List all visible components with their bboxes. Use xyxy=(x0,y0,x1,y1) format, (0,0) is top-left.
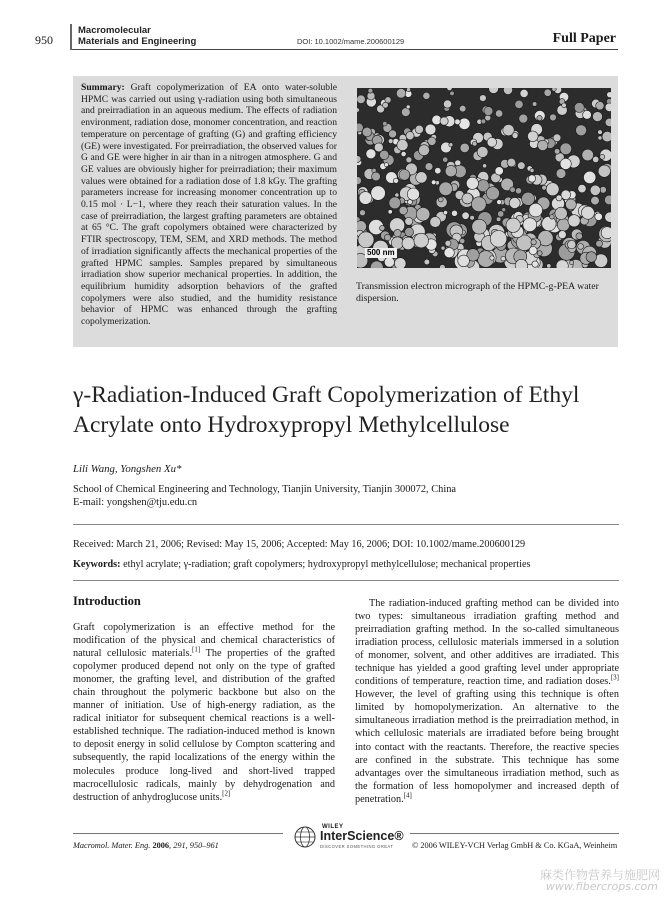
micrograph-particle xyxy=(406,157,412,163)
micrograph-particle xyxy=(472,219,487,234)
micrograph-particles xyxy=(357,88,611,268)
micrograph-particle xyxy=(562,103,567,108)
micrograph-particle xyxy=(556,195,562,201)
logo-wiley-text: WILEY xyxy=(322,824,344,830)
micrograph-particle xyxy=(425,163,433,171)
micrograph-particle xyxy=(501,256,506,261)
micrograph-particle xyxy=(480,95,487,102)
micrograph-particle xyxy=(458,255,470,267)
micrograph-particle xyxy=(393,178,398,183)
micrograph-particle xyxy=(556,169,566,179)
watermark-url: www.fibercrops.com xyxy=(545,880,658,893)
micrograph-particle xyxy=(460,238,465,243)
micrograph-particle xyxy=(472,141,477,146)
micrograph-particle xyxy=(528,175,535,182)
micrograph-particle xyxy=(449,143,453,147)
citation-ref-3: [3] xyxy=(610,673,619,682)
micrograph-particle xyxy=(389,197,401,209)
micrograph-particle xyxy=(486,187,499,200)
micrograph-particle xyxy=(595,213,603,221)
micrograph-particle xyxy=(553,134,561,142)
micrograph-particle xyxy=(438,197,443,202)
micrograph-particle xyxy=(383,121,388,126)
divider-top xyxy=(73,524,619,525)
logo-name-text: InterScience® xyxy=(320,829,404,843)
micrograph-particle xyxy=(481,119,486,124)
micrograph-particle xyxy=(532,261,538,267)
summary-text xyxy=(81,82,337,328)
micrograph-particle xyxy=(568,215,580,227)
micrograph-particle xyxy=(440,264,446,268)
article-title: γ-Radiation-Induced Graft Copolymerization of Ethyl Acrylate onto Hydroxypropyl Methylcellulose xyxy=(73,382,580,438)
micrograph-particle xyxy=(357,95,365,104)
micrograph-particle xyxy=(507,158,516,167)
micrograph-particle xyxy=(416,172,427,183)
micrograph-particle xyxy=(600,154,605,159)
micrograph-particle xyxy=(439,182,453,196)
footer-copyright: © 2006 WILEY-VCH Verlag GmbH & Co. KGaA, Weinheim xyxy=(412,841,618,850)
micrograph-particle xyxy=(445,165,456,176)
micrograph-particle xyxy=(388,139,393,144)
received-dates: Received: March 21, 2006; Revised: May 15, 2006; Accepted: May 16, 2006; DOI: 10.1002/mame.200600129 xyxy=(73,539,526,550)
citation-journal: Macromol. Mater. Eng. xyxy=(73,841,153,850)
globe-icon xyxy=(294,826,316,848)
micrograph-particle xyxy=(605,212,611,222)
micrograph-particle xyxy=(546,183,559,196)
micrograph-particle xyxy=(443,157,448,162)
micrograph-particle xyxy=(576,233,583,240)
micrograph-particle xyxy=(407,188,419,200)
micrograph-particle xyxy=(384,257,394,267)
micrograph-particle xyxy=(389,130,397,138)
micrograph-particle xyxy=(593,156,599,162)
interscience-logo xyxy=(292,824,404,852)
micrograph-particle xyxy=(455,119,461,125)
micrograph-particle xyxy=(471,197,486,212)
author-affiliation xyxy=(73,484,593,509)
micrograph-particle xyxy=(552,88,556,91)
micrograph-particle xyxy=(555,207,567,219)
micrograph-particle xyxy=(503,88,512,95)
micrograph-particle xyxy=(368,88,373,93)
micrograph-particle xyxy=(542,185,547,190)
micrograph-particle xyxy=(444,248,454,258)
micrograph-particle xyxy=(428,137,436,145)
citation-ref-4: [4] xyxy=(403,791,412,800)
micrograph-particle xyxy=(520,89,528,97)
micrograph-particle xyxy=(383,102,389,108)
micrograph-particle xyxy=(515,188,521,194)
micrograph-particle xyxy=(598,130,603,135)
micrograph-particle xyxy=(451,210,457,216)
micrograph-particle xyxy=(537,115,542,120)
micrograph-particle xyxy=(598,136,602,140)
divider-bottom xyxy=(73,580,619,581)
micrograph-particle xyxy=(495,167,503,175)
micrograph-particle xyxy=(605,103,611,112)
micrograph-particle xyxy=(598,165,610,177)
micrograph-particle xyxy=(509,198,520,209)
citation-volume: 291 xyxy=(173,841,186,850)
micrograph-particle xyxy=(414,233,429,248)
micrograph-particle xyxy=(529,203,543,217)
micrograph-particle xyxy=(566,199,577,210)
paper-type-label: Full Paper xyxy=(552,31,616,46)
micrograph-particle xyxy=(578,184,586,192)
citation-ref-1: [1] xyxy=(192,645,201,654)
journal-name-line2: Materials and Engineering xyxy=(78,35,197,47)
micrograph-particle xyxy=(462,193,473,204)
micrograph-particle xyxy=(423,92,430,99)
micrograph-particle xyxy=(406,105,410,109)
micrograph-particle xyxy=(443,100,451,108)
micrograph-particle xyxy=(593,112,603,122)
summary-label: Summary: xyxy=(81,82,125,93)
micrograph-particle xyxy=(470,216,475,221)
journal-name-line1: Macromolecular xyxy=(78,25,151,36)
author-email: E-mail: yongshen@tju.edu.cn xyxy=(73,496,198,508)
intro-paragraph-2b: However, the level of grafting using this technique is often limited by homopolymerization. An alternative to the simultaneous irradiation method is the preirradiation method, in which cellulosic materials are irradiated before being brought into contact with the reactants. Therefore, the reactive species are confined in the substrate. This technique has some advantages over the simultaneous irradiation method, such as the formation of less homopolymer and increased depth of penetration. xyxy=(355,689,619,805)
micrograph-particle xyxy=(357,156,361,163)
micrograph-particle xyxy=(560,158,571,169)
micrograph-particle xyxy=(483,164,487,168)
citation-sep: , xyxy=(169,841,174,850)
micrograph-particle xyxy=(459,118,470,129)
micrograph-particle xyxy=(512,133,518,139)
micrograph-particle xyxy=(477,146,488,157)
header-divider xyxy=(72,49,618,50)
micrograph-particle xyxy=(415,125,423,133)
scale-bar-label: 500 nm xyxy=(367,248,395,257)
intro-paragraph-2a: The radiation-induced grafting method can be divided into two types: simultaneous irradiation grafting method and preirradiation grafting method. In the so-called simultaneous irradiation process, cellulosic materials immersed in a solution of monomer, solvent, and other additives are irradiated. This technique has yielded a good grafting level under appropriate conditions of temperature, reaction time, and radiation doses. xyxy=(355,598,619,688)
affiliation-address: School of Chemical Engineering and Technology, Tianjin University, Tianjin 300072, China xyxy=(73,484,457,495)
micrograph-particle xyxy=(601,227,611,239)
micrograph-particle xyxy=(528,131,539,142)
micrograph-particle xyxy=(558,231,566,239)
footer-divider-left xyxy=(73,833,283,834)
micrograph-particle xyxy=(399,206,407,214)
micrograph-particle xyxy=(531,240,536,245)
micrograph-particle xyxy=(440,117,448,125)
micrograph-particle xyxy=(431,180,436,185)
micrograph-particle xyxy=(490,256,494,260)
micrograph-particle xyxy=(366,149,376,159)
micrograph-particle xyxy=(358,232,374,248)
micrograph-particle xyxy=(424,259,430,265)
micrograph-particle xyxy=(406,88,410,92)
intro-paragraph-1a: Graft copolymerization is an effective method for the modification of the physical and chemical characteristics of natural cellulosic materials. xyxy=(73,622,335,660)
micrograph-particle xyxy=(416,207,430,221)
intro-paragraph-1b: The properties of the grafted copolymer produced depend not only on the type of grafted monomer, the grafting level, and distribution of the grafted chain throughout the polymeric backbone but also on the manner of initiation. Use of high-energy radiation, as the radical initiator for subsequent chemical reactions is a well-established technique. The radiation-induced method is known to deposit energy in solid cellulose by Compton scattering and subsequently, the rapid localizations of the energy within the molecules produce long-lived and short-lived trapped macrocellulosic radicals, mainly by dehydrogenation and destruction of anhydroglucose units. xyxy=(73,648,335,803)
body-column-left xyxy=(73,621,335,804)
micrograph-particle xyxy=(550,215,555,220)
micrograph-particle xyxy=(554,149,560,155)
summary-body: Graft copolymerization of EA onto water-soluble HPMC was carried out using γ-radiation using both simultaneous and preirradiation in an aqueous medium. The effects of radiation environment, radiation dose, monomer concentration, and reaction temperature on percentage of grafting (G) and grafting efficiency (GE) were investigated. For preirradiation, the observed values for G and GE were higher in air than in a nitrogen atmosphere. G and GE values are obviously higher for preirradiation; their maximum values were obtained for a radiation dose of 1.8 kGy. The grafting parameters increase for increasing monomer concentration up to 0.15 mol · L−1, where they reach their saturation values. In the case of preirradiation, the largest grafting parameters are obtained at 65 °C. The graft copolymers obtained were characterized by FTIR spectroscopy, TEM, SEM, and XRD methods. The method of irradiation significantly affects the mechanical properties of the grafted HPMC samples. Samples prepared by simultaneous irradiation show superior mechanical properties. In addition, the equilibrium humidity adsorption behaviors of the grafted copolymers were also studied, and the humidity resistance behavior of HPMC was enhanced through the grafting copolymerization. xyxy=(81,82,337,328)
micrograph-particle xyxy=(602,131,611,142)
micrograph-particle xyxy=(487,137,497,147)
micrograph-particle xyxy=(576,125,587,136)
micrograph-particle xyxy=(394,258,406,268)
micrograph-particle xyxy=(596,102,604,110)
logo-tagline: DISCOVER SOMETHING GREAT xyxy=(320,844,394,849)
tem-micrograph-image xyxy=(357,88,611,268)
figure-caption: Transmission electron micrograph of the HPMC-g-PEA water dispersion. xyxy=(356,281,599,304)
micrograph-particle xyxy=(357,177,362,185)
micrograph-particle xyxy=(443,211,447,215)
micrograph-particle xyxy=(405,228,414,237)
micrograph-particle xyxy=(570,261,574,265)
micrograph-particle xyxy=(519,114,528,123)
micrograph-particle xyxy=(360,210,366,216)
micrograph-particle xyxy=(591,196,600,205)
article-authors: Lili Wang, Yongshen Xu* xyxy=(73,463,182,475)
micrograph-particle xyxy=(425,124,436,135)
micrograph-particle xyxy=(484,107,493,116)
micrograph-particle xyxy=(596,240,603,247)
micrograph-particle xyxy=(445,240,451,246)
micrograph-particle xyxy=(405,217,413,225)
micrograph-particle xyxy=(581,206,594,219)
micrograph-particle xyxy=(406,132,414,140)
micrograph-particle xyxy=(402,237,415,250)
micrograph-particle xyxy=(396,89,406,99)
micrograph-particle xyxy=(370,261,383,268)
micrograph-particle xyxy=(399,170,410,181)
watermark-chinese: 麻类作物营养与施肥网 xyxy=(539,868,660,882)
body-column-right xyxy=(355,597,619,806)
micrograph-particle xyxy=(574,103,584,113)
footer-divider-right xyxy=(410,833,619,834)
micrograph-particle xyxy=(496,217,501,222)
micrograph-particle xyxy=(466,177,478,189)
micrograph-particle xyxy=(537,251,542,256)
micrograph-particle xyxy=(561,190,571,200)
micrograph-particle xyxy=(359,192,372,205)
micrograph-particle xyxy=(380,150,389,159)
micrograph-particle xyxy=(506,218,520,232)
micrograph-particle xyxy=(605,118,611,126)
keywords-line xyxy=(73,559,530,570)
header-accent-bar xyxy=(70,24,72,50)
micrograph-particle xyxy=(384,163,388,167)
micrograph-particle xyxy=(380,225,385,230)
micrograph-particle xyxy=(523,218,537,232)
micrograph-particle xyxy=(607,92,611,98)
micrograph-particle xyxy=(384,234,391,241)
section-heading-introduction: Introduction xyxy=(73,594,141,608)
micrograph-particle xyxy=(394,229,401,236)
header-doi: DOI: 10.1002/mame.200600129 xyxy=(297,37,405,46)
micrograph-particle xyxy=(490,231,507,248)
journal-name xyxy=(78,26,196,47)
micrograph-particle xyxy=(590,185,600,195)
micrograph-particle xyxy=(497,200,502,205)
micrograph-particle xyxy=(441,246,445,250)
micrograph-particle xyxy=(450,91,455,96)
micrograph-particle xyxy=(395,193,399,197)
micrograph-particle xyxy=(459,105,466,112)
micrograph-particle xyxy=(498,211,504,217)
page-number: 950 xyxy=(35,33,53,47)
micrograph-particle xyxy=(532,102,537,107)
micrograph-particle xyxy=(586,252,597,263)
micrograph-particle xyxy=(362,127,372,137)
citation-ref-2: [2] xyxy=(222,789,231,798)
micrograph-particle xyxy=(510,187,516,193)
footer-citation xyxy=(73,841,219,850)
micrograph-particle xyxy=(518,162,526,170)
micrograph-particle xyxy=(522,192,535,205)
micrograph-particle xyxy=(542,217,556,231)
micrograph-particle xyxy=(583,110,592,119)
micrograph-particle xyxy=(547,264,551,268)
micrograph-particle xyxy=(538,140,548,150)
micrograph-particle xyxy=(550,114,557,121)
micrograph-particle xyxy=(435,168,441,174)
micrograph-particle xyxy=(515,100,523,108)
micrograph-particle xyxy=(430,217,441,228)
micrograph-particle xyxy=(460,143,469,152)
micrograph-particle xyxy=(447,88,452,91)
citation-year: 2006 xyxy=(152,841,170,850)
micrograph-particle xyxy=(388,210,392,214)
micrograph-particle xyxy=(582,149,594,161)
citation-pages: , 950–961 xyxy=(185,841,219,850)
micrograph-particle xyxy=(357,108,360,112)
micrograph-particle xyxy=(584,171,596,183)
keywords-list: ethyl acrylate; γ-radiation; graft copolymers; hydroxypropyl methylcellulose; mechanical properties xyxy=(120,559,531,570)
keywords-label: Keywords: xyxy=(73,559,121,570)
micrograph-particle xyxy=(604,195,611,205)
micrograph-particle xyxy=(495,110,502,117)
micrograph-particle xyxy=(568,240,576,248)
micrograph-particle xyxy=(371,186,386,201)
micrograph-particle xyxy=(544,89,551,96)
micrograph-particle xyxy=(530,168,534,172)
micrograph-particle xyxy=(397,140,408,151)
micrograph-particle xyxy=(489,88,499,94)
micrograph-particle xyxy=(372,172,381,181)
micrograph-particle xyxy=(419,145,430,156)
micrograph-particle xyxy=(578,244,584,250)
micrograph-particle xyxy=(401,151,406,156)
micrograph-particle xyxy=(462,212,469,219)
